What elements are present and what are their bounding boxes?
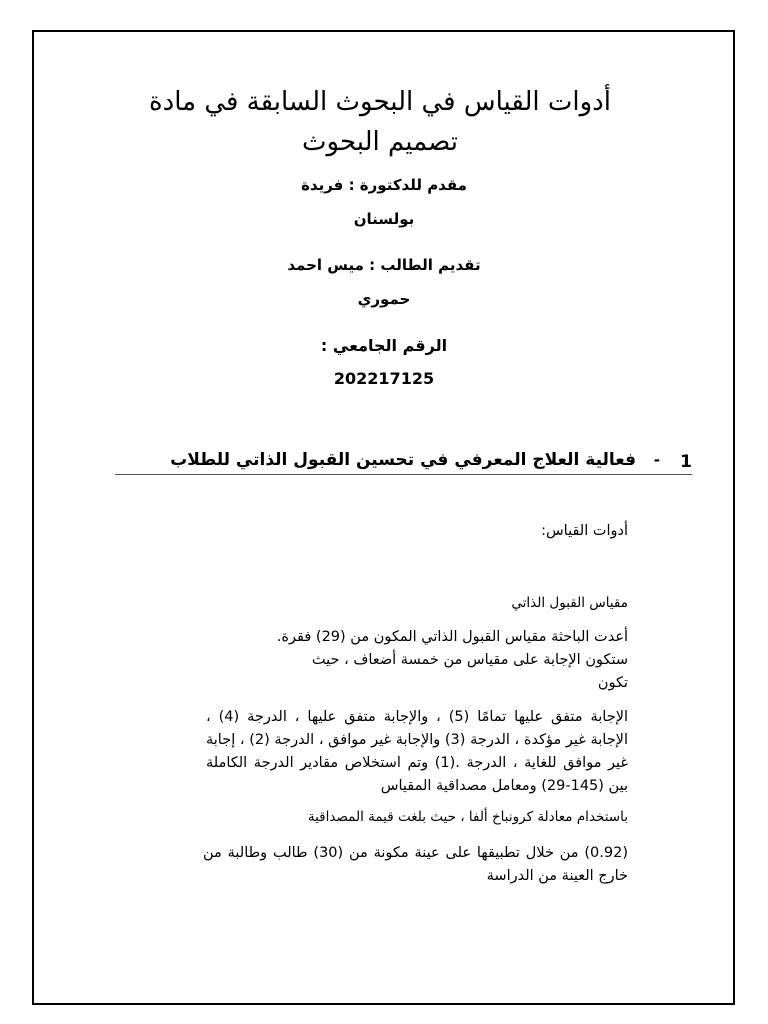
section-heading (115, 448, 692, 475)
section-dash: - (653, 451, 660, 469)
scale-name: مقياس القبول الذاتي (511, 595, 628, 611)
paragraph-2: الإجابة متفق عليها تمامًا (5) ، والإجابة متفق عليها ، الدرجة (4) ، الإجابة غير مؤكدة ، الدرجة (3) والإجابة غير موافق ، الدرجة (2) ، إجابة غير موافق للغاية ، الدرجة .(1) وتم استخلاص مقادير الدرجة الكاملة بين (145-29) ومعامل مصداقية المقياس (206, 709, 628, 794)
paragraph-3: (0.92) من خلال تطبيقها على عينة مكونة من (30) طالب وطالبة من خارج العينة من الدراسة (203, 845, 628, 884)
title-line-2: تصميم البحوث (302, 127, 458, 157)
section-number: 1 (680, 452, 692, 472)
student-line-2: حموري (357, 290, 411, 308)
document-title (100, 82, 660, 162)
presented-to-line-1: مقدم للدكتورة : فريدة (301, 176, 467, 194)
tools-label: أدوات القياس: (541, 523, 628, 539)
student-line-1: تقديم الطالب : ميس احمد (287, 256, 481, 274)
university-id-value: 202217125 (333, 369, 435, 388)
paragraph-1 (198, 626, 628, 695)
paragraph-1-line-3: تكون (597, 675, 628, 691)
title-line-1: أدوات القياس في البحوث السابقة في مادة (149, 87, 611, 117)
paragraph-1-line-2: ستكون الإجابة على مقياس من خمسة أضعاف ، حيث (311, 652, 628, 668)
presented-to-line-2: بولسنان (353, 210, 415, 228)
university-id-label: الرقم الجامعي : (320, 336, 448, 355)
paragraph-2-last-line: باستخدام معادلة كرونباخ ألفا ، حيث بلغت قيمة المصداقية (307, 809, 628, 825)
paragraph-1-line-1: أعدت الباحثة مقياس القبول الذاتي المكون من (29) فقرة. (276, 629, 628, 645)
section-heading-text: فعالية العلاج المعرفي في تحسين القبول الذاتي للطلاب (170, 450, 636, 470)
